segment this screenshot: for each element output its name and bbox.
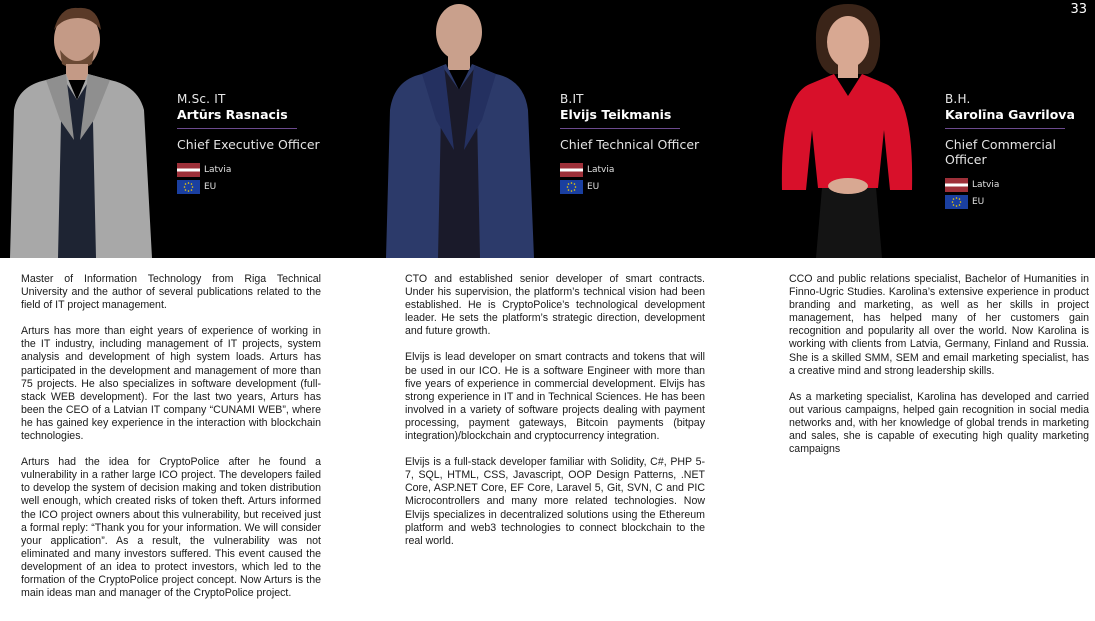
nationality-label: EU xyxy=(587,182,600,192)
profile-arturs xyxy=(177,92,320,196)
bio-paragraph: CCO and public relations specialist, Bachelor of Humanities in Finno-Ugric Studies. Karolina’s extensive experience in product branding and marketing, as well as her skills in project management, has helped many of her customers gain recognition and popularity all over the world. Now Karolina is working with clients from Latvia, Germany, Finland and Russia. She is a skilled SMM, SEM and email marketing specialist, has a creative mind and strong leadership skills. xyxy=(789,273,1089,377)
person-name: Artūrs Rasnacis xyxy=(177,107,288,122)
bio-column-karolina xyxy=(789,273,1089,469)
nationality-eu xyxy=(945,194,1095,210)
nationality-label: EU xyxy=(972,197,985,207)
nationality-latvia xyxy=(560,162,699,178)
bio-column-arturs xyxy=(21,273,321,613)
divider xyxy=(560,128,680,129)
portrait-elvijs-image xyxy=(380,0,540,258)
nationality-label: EU xyxy=(204,182,217,192)
latvia-flag-icon xyxy=(560,163,583,177)
person-photo-arturs xyxy=(0,0,175,258)
degree-label: B.IT xyxy=(560,92,584,106)
profile-elvijs xyxy=(560,92,699,196)
bio-paragraph: Elvijs is a full-stack developer familiar with Solidity, C#, PHP 5-7, SQL, HTML, CSS, Javascript, OOP Design Patterns, .NET Core, ASP.NET Core, EF Core, Laravel 5, Git, SVN, C and PIC Microcontrollers and many more related technologies. Now Elvijs specializes in decentralized solutions using the Ethereum platform and web3 technologies to connect blockchain to the real world. xyxy=(405,456,705,547)
latvia-flag-icon xyxy=(945,178,968,192)
nationality-eu xyxy=(177,179,320,195)
person-name: Elvijs Teikmanis xyxy=(560,107,672,122)
eu-flag-icon xyxy=(945,195,968,209)
eu-flag-icon xyxy=(177,180,200,194)
profile-karolina xyxy=(945,92,1095,211)
bio-paragraph: As a marketing specialist, Karolina has developed and carried out various campaigns, helped gain recognition in social media networks and, with her knowledge of global trends in marketing and sales, she is capable of executing high quality marketing campaigns xyxy=(789,390,1089,456)
team-banner xyxy=(0,0,1095,258)
eu-flag-icon xyxy=(560,180,583,194)
nationality-latvia xyxy=(177,162,320,178)
nationality-label: Latvia xyxy=(204,165,232,175)
job-title: Chief Executive Officer xyxy=(177,137,320,152)
page-number: 33 xyxy=(1070,2,1087,17)
person-photo-karolina xyxy=(770,0,930,258)
bio-paragraph: Arturs has more than eight years of experience of working in the IT industry, including management of IT projects, system analysis and development of high system loads. Arturs has participated in the development and management of more than 75 projects. He also specializes in software development (full-stack WEB development). For the last two years, Arturs has been the CEO of a Latvian IT company “CUNAMI WEB”, where he has gained key experience in the interaction with blockchain technologies. xyxy=(21,325,321,443)
person-name: Karolīna Gavrilova xyxy=(945,107,1075,122)
bio-paragraph: CTO and established senior developer of smart contracts. Under his supervision, the platform’s technical vision had been established. He is CryptoPolice’s technological development leader. He sets the platform’s strategic direction, development and future growth. xyxy=(405,273,705,338)
divider xyxy=(945,128,1065,129)
bio-paragraph: Master of Information Technology from Riga Technical University and the author of several publications related to the field of IT project management. xyxy=(21,273,321,312)
person-photo-elvijs xyxy=(380,0,540,258)
nationality-label: Latvia xyxy=(972,180,1000,190)
job-title: Chief Commercial Officer xyxy=(945,137,1056,167)
job-title: Chief Technical Officer xyxy=(560,137,700,152)
nationality-eu xyxy=(560,179,699,195)
degree-label: B.H. xyxy=(945,92,971,106)
nationality-latvia xyxy=(945,177,1095,193)
bio-paragraph: Arturs had the idea for CryptoPolice after he found a vulnerability in a rather large ICO project. The developers failed to develop the system of decision making and token distribution well enough, which created risks of token theft. Arturs informed the ICO project owners about this vulnerability, but received just a formal reply: “Thank you for your information. We will consider your application”. As a result, the vulnerability was not eliminated and many investors suffered. This event caused the development of an idea to protect investors, which led to the formation of the CryptoPolice project concept. Now Arturs is the main ideas man and manager of the CryptoPolice project. xyxy=(21,456,321,600)
bio-column-elvijs xyxy=(405,273,705,561)
degree-label: M.Sc. IT xyxy=(177,92,226,106)
nationality-list xyxy=(560,162,699,195)
bio-paragraph: Elvijs is lead developer on smart contracts and tokens that will be used in our ICO. He is a software Engineer with more than five years of experience in commercial development. Elvijs has strong experience in IT and in Technical Sciences. He has been involved in a variety of software projects dealing with payment processing, payment gateways, Bitcoin payments (bitpay integration)/blockchain and cryptocurrency integration. xyxy=(405,351,705,443)
portrait-karolina-image xyxy=(770,0,930,258)
nationality-list xyxy=(177,162,320,195)
portrait-arturs-image xyxy=(0,0,175,258)
nationality-label: Latvia xyxy=(587,165,615,175)
nationality-list xyxy=(945,177,1095,210)
latvia-flag-icon xyxy=(177,163,200,177)
divider xyxy=(177,128,297,129)
